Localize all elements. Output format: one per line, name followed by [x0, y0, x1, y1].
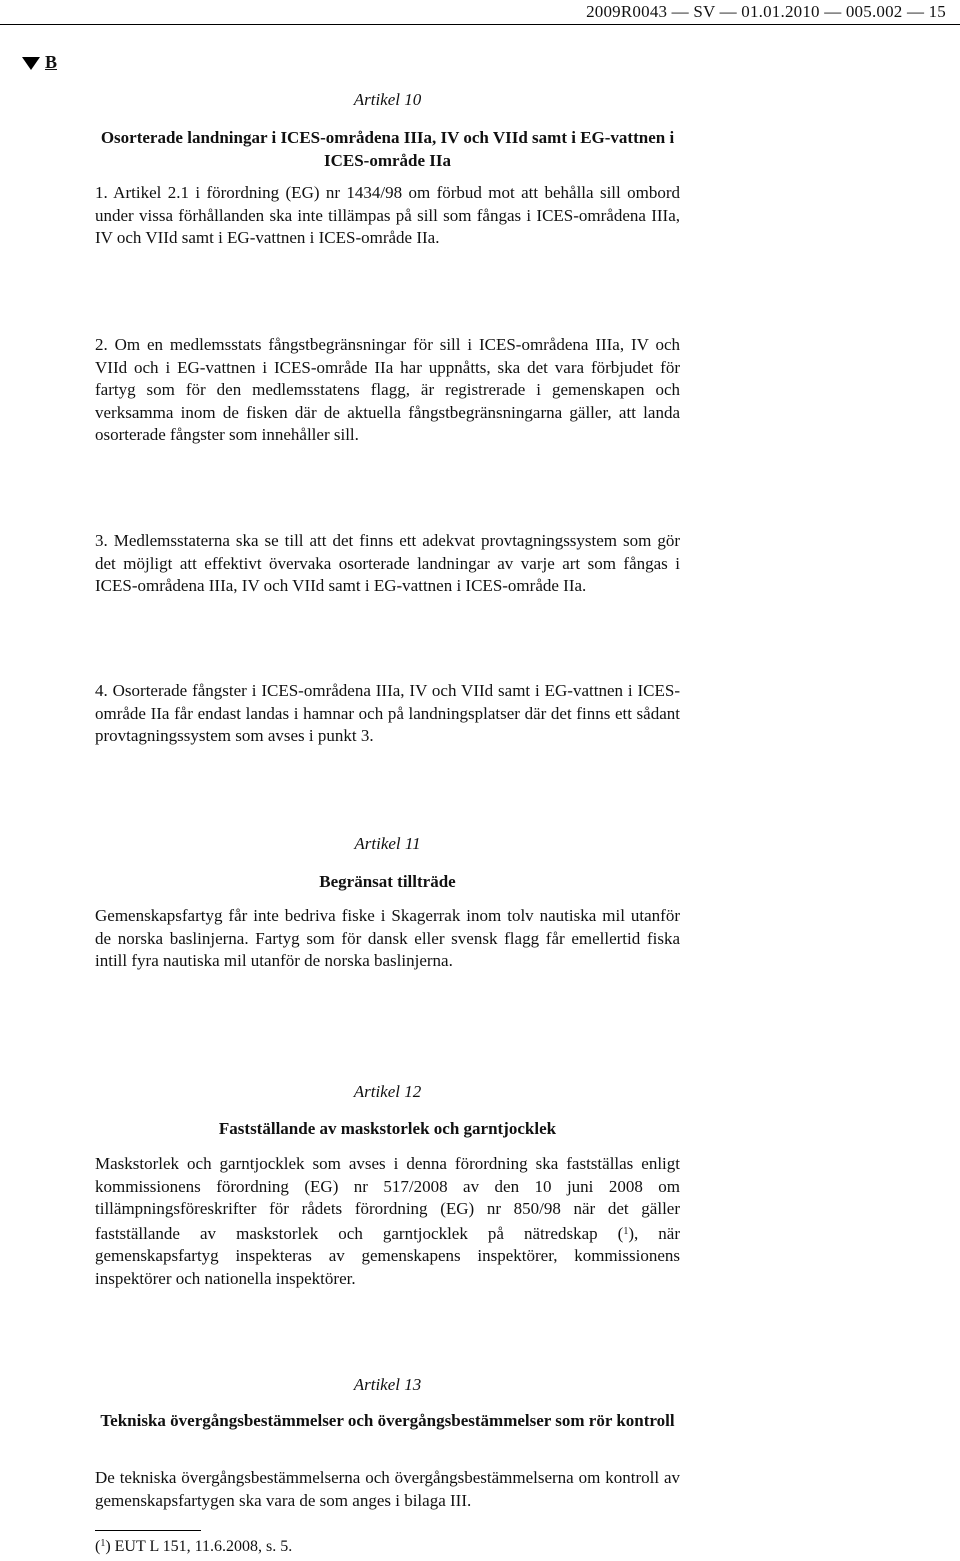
triangle-down-icon	[22, 57, 40, 70]
article-10-paragraph-2: 2. Om en medlemsstats fångstbegränsningar för sill i ICES-områdena IIIa, IV och VIId och i EG-vattnen i ICES-område IIa har uppnåtts, ska det vara förbjudet för fartyg som för den medlemsstatens flagg, är registrerade i gemenskapen och verksamma inom de fisken där de aktuella fångstbegränsningarna gäller, att landa osorterade fångster som innehåller sill.	[95, 335, 680, 444]
amendment-marker-label[interactable]: B	[45, 52, 58, 72]
article-11-label: Artikel 11	[354, 834, 421, 853]
article-13-paragraph-1: De tekniska övergångsbestämmelserna och övergångsbestämmelserna om kontroll av gemenskapsfartygen ska vara de som anges i bilaga III.	[95, 1468, 680, 1510]
article-11-title: Begränsat tillträde	[319, 872, 456, 891]
article-10-paragraph-4: 4. Osorterade fångster i ICES-områdena IIIa, IV och VIId samt i EG-vattnen i ICES-område IIa får endast landas i hamnar och på landningsplatser där det finns ett sådant provtagningssystem som avses i punkt 3.	[95, 681, 680, 745]
article-12-text-part-2: ), när gemenskapsfartyg inspekteras av gemenskapens inspektörer, kommissionens inspektörer och nationella inspektörer.	[95, 1223, 680, 1288]
footnote-text: ) EUT L 151, 11.6.2008, s. 5.	[105, 1538, 293, 1555]
article-11-paragraph-1: Gemenskapsfartyg får inte bedriva fiske i Skagerrak inom tolv nautiska mil utanför de norska baslinjerna. Fartyg som för dansk eller svensk flagg får emellertid fiska intill fyra nautiska mil utanför de norska baslinjerna.	[95, 906, 680, 970]
document-header	[0, 0, 960, 24]
document-reference: 2009R0043 — SV — 01.01.2010 — 005.002 — 15	[586, 2, 946, 21]
article-12-paragraph-1	[95, 1153, 680, 1290]
article-10-paragraph-1: 1. Artikel 2.1 i förordning (EG) nr 1434/98 om förbud mot att behålla sill ombord under vissa förhållanden ska inte tillämpas på sill som fångas i ICES-områdena IIIa, IV och VIId samt i EG-vattnen i ICES-område IIa.	[95, 183, 680, 247]
article-12-text-part-1: Maskstorlek och garntjocklek som avses i denna förordning ska fastställas enligt kommissionens förordning (EG) nr 517/2008 av den 10 juni 2008 om tillämpningsföreskrifter för rådets förordning (EG) nr 850/98 när det gäller fastställande av maskstorlek och garntjocklek på nätredskap (	[95, 1154, 680, 1243]
footnote-divider	[95, 1530, 201, 1531]
article-10-title: Osorterade landningar i ICES-områdena IIIa, IV och VIId samt i EG-vattnen i ICES-område IIa	[100, 128, 675, 170]
footnote-number: 1	[100, 1538, 106, 1549]
article-12-label: Artikel 12	[353, 1082, 422, 1101]
article-13-label: Artikel 13	[353, 1375, 422, 1394]
footnote	[95, 1538, 292, 1556]
footnote-open: (	[95, 1538, 101, 1555]
article-12-title: Fastställande av maskstorlek och garntjocklek	[218, 1119, 557, 1138]
footnote-reference[interactable]: 1	[623, 1225, 629, 1237]
header-rule	[0, 24, 960, 25]
article-13-title: Tekniska övergångsbestämmelser och övergångsbestämmelser som rör kontroll	[100, 1411, 675, 1430]
amendment-marker[interactable]	[22, 52, 57, 73]
article-10-paragraph-3: 3. Medlemsstaterna ska se till att det finns ett adekvat provtagningssystem som gör det möjligt att effektivt övervaka osorterade landningar av varje art som fångas i ICES-områdena IIIa, IV och VIId samt i EG-vattnen i ICES-område IIa.	[95, 531, 680, 595]
article-10-label: Artikel 10	[353, 90, 422, 109]
